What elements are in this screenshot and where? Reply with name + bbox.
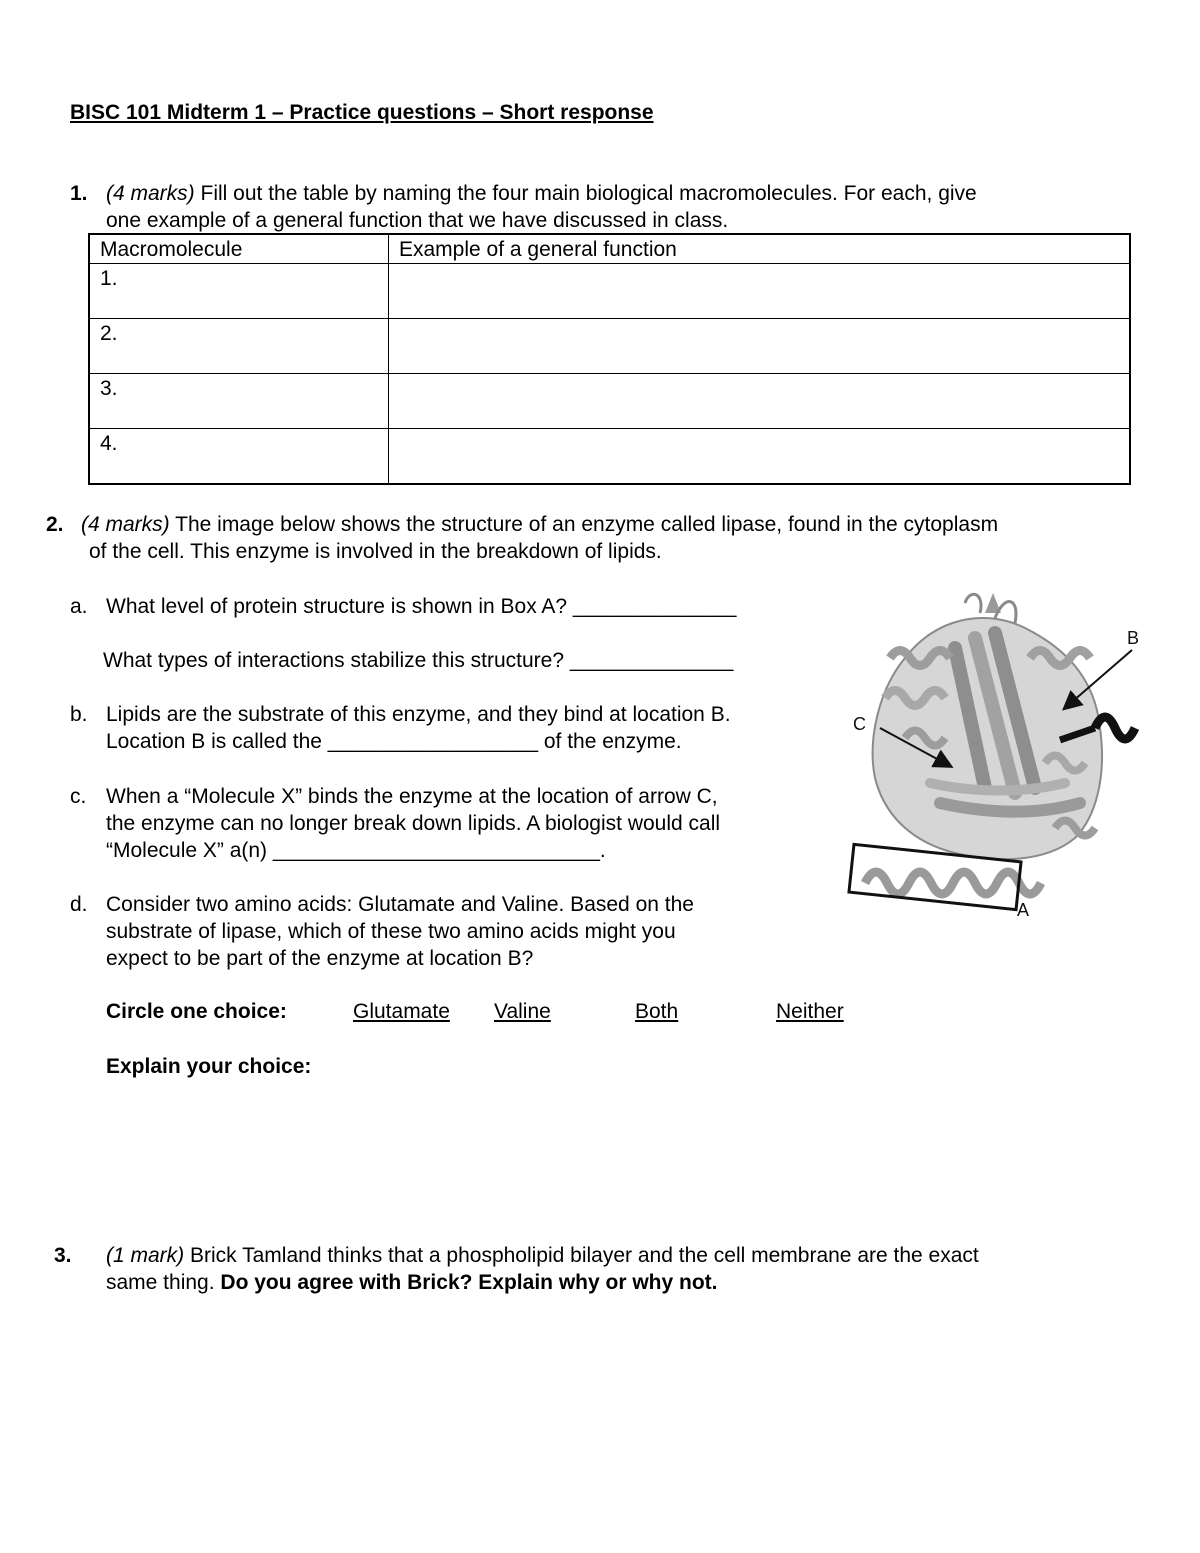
part-c-letter: c. [70, 785, 87, 808]
part-b-line-2[interactable]: Location B is called the __________________ of the enzyme. [106, 730, 682, 753]
table-row [89, 429, 1130, 485]
choice-both[interactable]: Both [635, 1000, 679, 1023]
part-a-question-2[interactable]: What types of interactions stabilize this structure? ______________ [103, 649, 734, 672]
table-cell-function[interactable] [389, 374, 1131, 429]
table-row [89, 319, 1130, 374]
question-text: Fill out the table by naming the four main biological macromolecules. For each, give [194, 182, 977, 205]
question-2-line-2: of the cell. This enzyme is involved in the breakdown of lipids. [89, 540, 662, 563]
question-text: The image below shows the structure of an enzyme called lipase, found in the cytoplasm [169, 513, 999, 536]
marks-label: (1 mark) [106, 1244, 185, 1267]
explain-choice-label: Explain your choice: [106, 1055, 312, 1078]
part-d-line-3: expect to be part of the enzyme at location B? [106, 947, 534, 970]
part-d-letter: d. [70, 893, 88, 916]
table-header-macromolecule: Macromolecule [89, 234, 389, 264]
marks-label: (4 marks) [106, 182, 195, 205]
part-d-line-2: substrate of lipase, which of these two amino acids might you [106, 920, 676, 943]
part-a-question-1[interactable]: What level of protein structure is shown in Box A? ______________ [106, 595, 737, 618]
part-a-letter: a. [70, 595, 88, 618]
question-3-line-1 [106, 1242, 979, 1269]
part-c-line-1: When a “Molecule X” binds the enzyme at the location of arrow C, [106, 785, 718, 808]
table-cell-function[interactable] [389, 264, 1131, 319]
part-c-line-3[interactable]: “Molecule X” a(n) ____________________________. [106, 839, 606, 862]
part-c-line-2: the enzyme can no longer break down lipids. A biologist would call [106, 812, 721, 835]
table-header-function: Example of a general function [389, 234, 1131, 264]
table-cell-macromolecule[interactable]: 4. [89, 429, 389, 485]
question-text: same thing. [106, 1271, 221, 1294]
table-cell-macromolecule[interactable]: 1. [89, 264, 389, 319]
question-1-line-2: one example of a general function that we have discussed in class. [106, 209, 729, 232]
question-3-line-2 [106, 1269, 718, 1296]
question-number: 3. [54, 1244, 72, 1267]
macromolecule-table [88, 233, 1131, 485]
table-header-row [89, 234, 1130, 264]
choice-valine[interactable]: Valine [494, 1000, 551, 1023]
question-2-line-1 [81, 511, 998, 538]
question-instruction: Do you agree with Brick? Explain why or why not. [220, 1271, 718, 1294]
question-number: 2. [46, 513, 64, 536]
question-text: Brick Tamland thinks that a phospholipid bilayer and the cell membrane are the exact [184, 1244, 979, 1267]
page-title: BISC 101 Midterm 1 – Practice questions – Short response [70, 101, 654, 124]
label-b: B [1127, 628, 1140, 648]
table-cell-macromolecule[interactable]: 2. [89, 319, 389, 374]
lipase-structure-figure [845, 588, 1145, 928]
table-row [89, 264, 1130, 319]
table-cell-function[interactable] [389, 429, 1131, 485]
table-cell-function[interactable] [389, 319, 1131, 374]
circle-choice-label: Circle one choice: [106, 1000, 287, 1023]
label-c: C [853, 714, 866, 734]
question-number: 1. [70, 182, 88, 205]
table-cell-macromolecule[interactable]: 3. [89, 374, 389, 429]
part-b-letter: b. [70, 703, 88, 726]
choice-glutamate[interactable]: Glutamate [353, 1000, 450, 1023]
part-b-line-1: Lipids are the substrate of this enzyme, and they bind at location B. [106, 703, 731, 726]
part-d-line-1: Consider two amino acids: Glutamate and Valine. Based on the [106, 893, 694, 916]
question-1-line-1 [106, 180, 977, 207]
choice-neither[interactable]: Neither [776, 1000, 844, 1023]
protein-ribbon [873, 593, 1135, 859]
table-row [89, 374, 1130, 429]
marks-label: (4 marks) [81, 513, 170, 536]
label-a: A [1017, 900, 1030, 920]
